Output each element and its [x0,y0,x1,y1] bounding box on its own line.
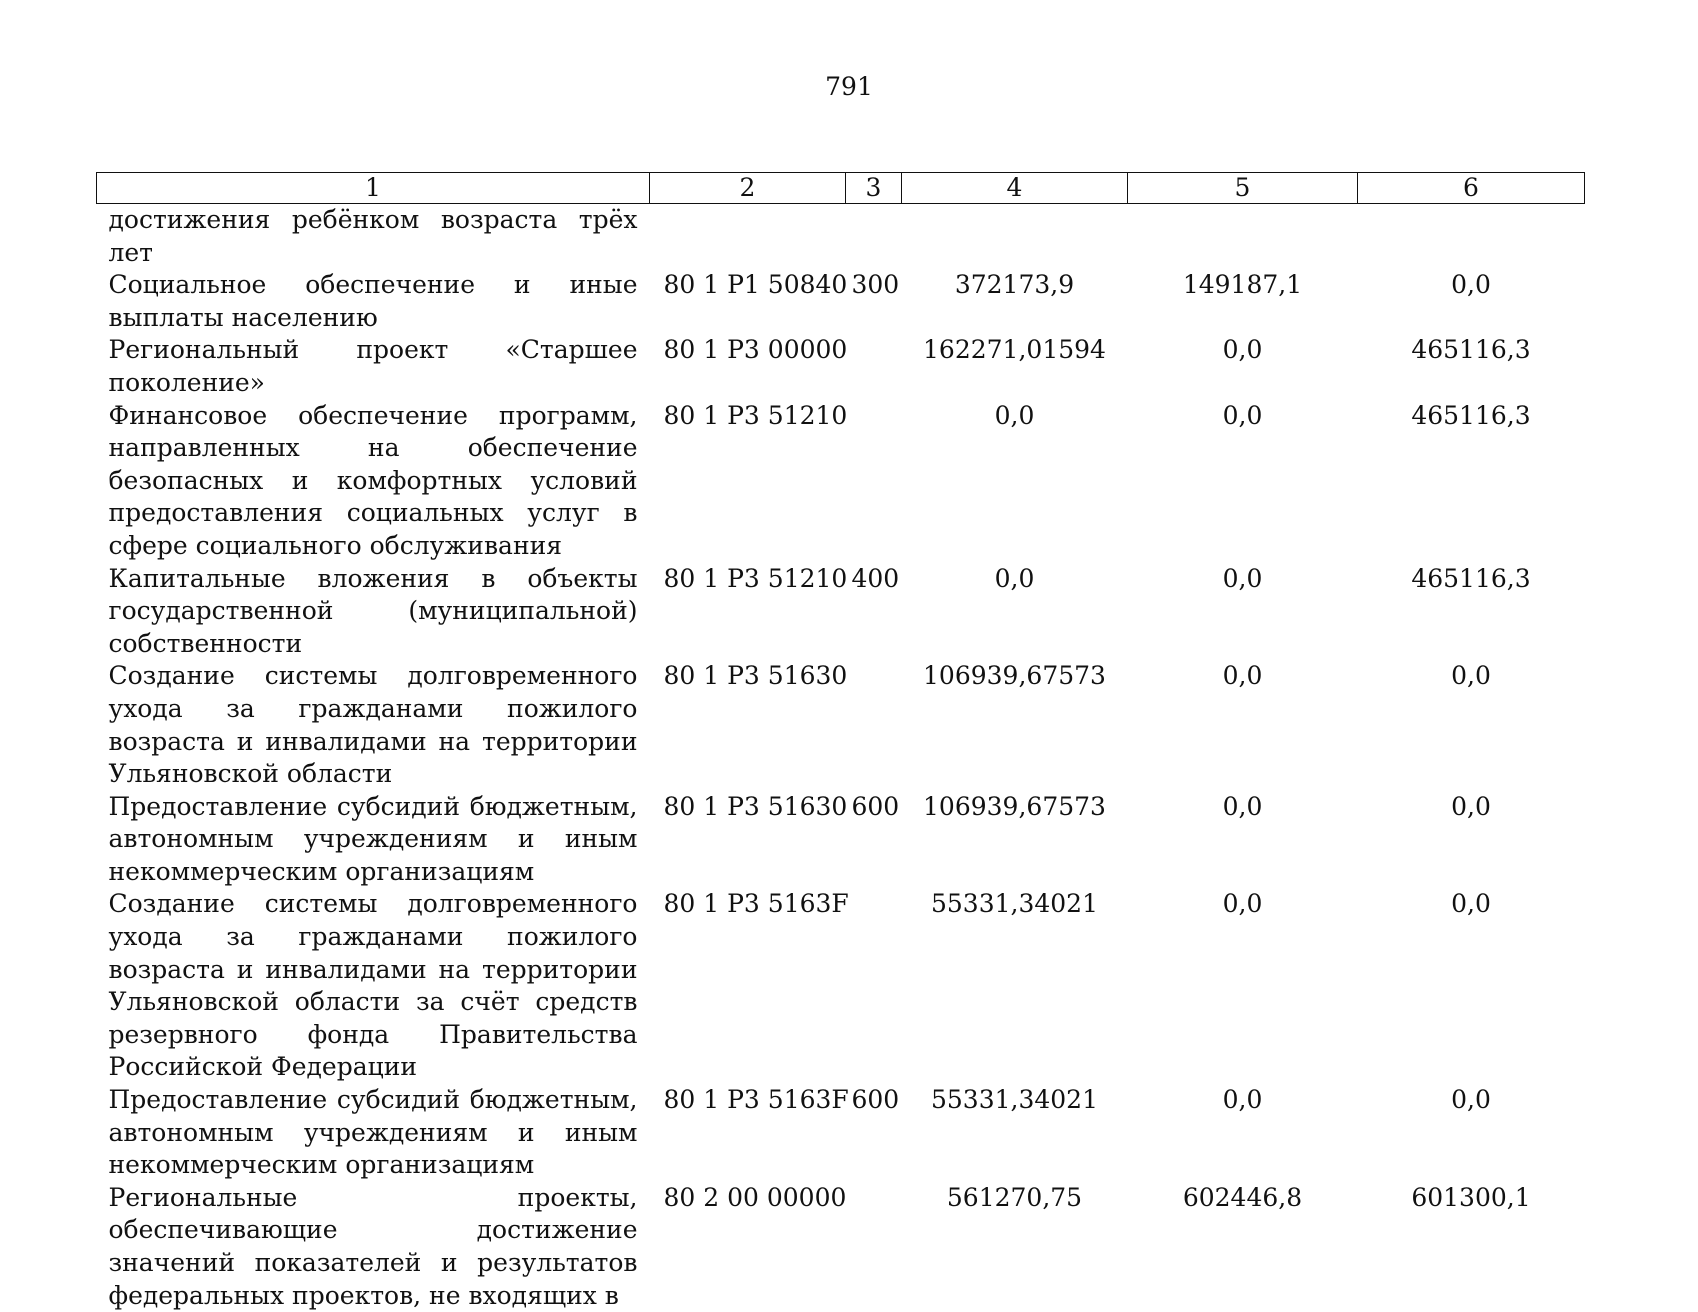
table-row [97,791,1585,889]
row-value-5: 0,0 [1128,888,1358,1084]
row-value-4: 0,0 [902,400,1128,563]
row-type: 300 [846,269,902,334]
row-value-5: 602446,8 [1128,1182,1358,1312]
row-code: 80 1 P1 50840 [650,269,846,334]
header-col-2: 2 [650,173,846,204]
page-number: 791 [0,72,1698,101]
table-row [97,269,1585,334]
row-code: 80 1 P3 5163F [650,1084,846,1182]
header-col-1: 1 [97,173,650,204]
row-value-6: 0,0 [1358,660,1585,790]
header-col-4: 4 [902,173,1128,204]
row-name: Социальное обеспечение и иные выплаты населению [97,269,650,334]
row-name: Создание системы долговременного ухода за гражданами пожилого возраста и инвалидами на территории Ульяновской области за счёт средств резервного фонда Правительства Российской Федерации [97,888,650,1084]
row-value-5: 0,0 [1128,334,1358,399]
header-col-6: 6 [1358,173,1585,204]
row-code [650,204,846,270]
row-value-4: 106939,67573 [902,660,1128,790]
row-type [846,888,902,1084]
row-value-5: 149187,1 [1128,269,1358,334]
row-name: достижения ребёнком возраста трёх лет [97,204,650,270]
row-value-4: 372173,9 [902,269,1128,334]
header-row [97,173,1585,204]
row-value-5: 0,0 [1128,1084,1358,1182]
table-row [97,400,1585,563]
row-type: 400 [846,563,902,661]
row-name: Создание системы долговременного ухода за гражданами пожилого возраста и инвалидами на территории Ульяновской области [97,660,650,790]
row-code: 80 1 P3 00000 [650,334,846,399]
row-value-6: 465116,3 [1358,400,1585,563]
row-value-4: 106939,67573 [902,791,1128,889]
row-code: 80 1 P3 51630 [650,660,846,790]
row-value-6: 601300,1 [1358,1182,1585,1312]
table-row [97,1084,1585,1182]
row-value-6: 0,0 [1358,1084,1585,1182]
row-value-5: 0,0 [1128,563,1358,661]
row-name: Региональный проект «Старшее поколение» [97,334,650,399]
row-name: Финансовое обеспечение программ, направленных на обеспечение безопасных и комфортных условий предоставления социальных услуг в сфере социального обслуживания [97,400,650,563]
table-row [97,660,1585,790]
row-value-4: 0,0 [902,563,1128,661]
header-col-5: 5 [1128,173,1358,204]
row-value-6: 0,0 [1358,888,1585,1084]
row-value-5: 0,0 [1128,791,1358,889]
row-type [846,660,902,790]
row-code: 80 1 P3 51210 [650,400,846,563]
table-row [97,204,1585,270]
row-type [846,334,902,399]
row-type [846,400,902,563]
row-value-6: 465116,3 [1358,563,1585,661]
row-name: Региональные проекты, обеспечивающие достижение значений показателей и результатов федеральных проектов, не входящих в [97,1182,650,1312]
row-value-4: 162271,01594 [902,334,1128,399]
row-value-6: 0,0 [1358,791,1585,889]
table-row [97,888,1585,1084]
row-code: 80 1 P3 5163F [650,888,846,1084]
row-code: 80 1 P3 51210 [650,563,846,661]
row-value-5: 0,0 [1128,660,1358,790]
row-type: 600 [846,791,902,889]
row-name: Предоставление субсидий бюджетным, автономным учреждениям и иным некоммерческим организациям [97,791,650,889]
row-value-5 [1128,204,1358,270]
row-name: Капитальные вложения в объекты государственной (муниципальной) собственности [97,563,650,661]
row-value-6: 465116,3 [1358,334,1585,399]
table-header [97,173,1585,204]
row-type: 600 [846,1084,902,1182]
table-row [97,334,1585,399]
table-body [97,204,1585,1312]
row-value-6: 0,0 [1358,269,1585,334]
row-code: 80 2 00 00000 [650,1182,846,1312]
row-value-4 [902,204,1128,270]
row-value-4: 561270,75 [902,1182,1128,1312]
table-row [97,563,1585,661]
row-name: Предоставление субсидий бюджетным, автономным учреждениям и иным некоммерческим организациям [97,1084,650,1182]
row-code: 80 1 P3 51630 [650,791,846,889]
row-type [846,1182,902,1312]
row-value-6 [1358,204,1585,270]
budget-table [96,172,1585,1312]
table-row [97,1182,1585,1312]
header-col-3: 3 [846,173,902,204]
row-value-4: 55331,34021 [902,888,1128,1084]
row-type [846,204,902,270]
row-value-4: 55331,34021 [902,1084,1128,1182]
row-value-5: 0,0 [1128,400,1358,563]
